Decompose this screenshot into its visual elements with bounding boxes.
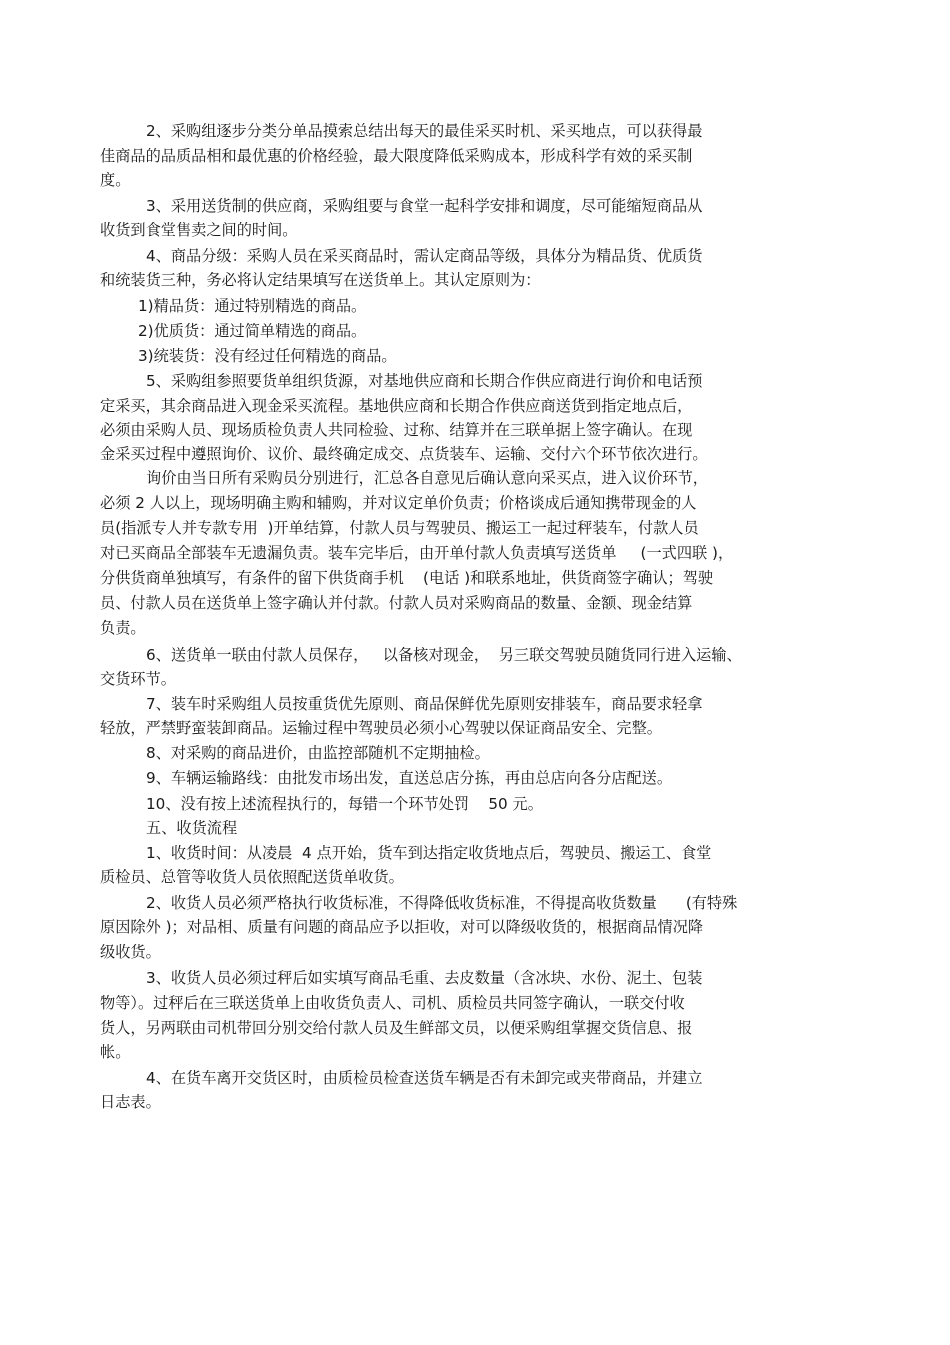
text-line: 8、对采购的商品进价，由监控部随机不定期抽检。 <box>146 744 490 762</box>
text-line: 员(指派专人并专款专用 )开单结算，付款人员与驾驶员、搬运工一起过秤装车，付款人员 <box>100 519 699 537</box>
text-line: 3)统装货：没有经过任何精选的商品。 <box>138 347 397 365</box>
text-line: 轻放，严禁野蛮装卸商品。运输过程中驾驶员必须小心驾驶以保证商品安全、完整。 <box>100 719 662 737</box>
text-line: 佳商品的品质品相和最优惠的价格经验，最大限度降低采购成本，形成科学有效的采买制 <box>100 147 693 165</box>
text-line: 2、收货人员必须严格执行收货标准，不得降低收货标准，不得提高收货数量 (有特殊 <box>146 894 738 912</box>
text-line: 金采买过程中遵照询价、议价、最终确定成交、点货装车、运输、交付六个环节依次进行。 <box>100 445 708 463</box>
text-line: 2、采购组逐步分类分单品摸索总结出每天的最佳采买时机、采买地点，可以获得最 <box>146 122 703 140</box>
text-line: 2)优质货：通过简单精选的商品。 <box>138 322 367 340</box>
text-line: 3、收货人员必须过秤后如实填写商品毛重、去皮数量（含冰块、水份、泥土、包装 <box>146 969 703 987</box>
text-line: 员、付款人员在送货单上签字确认并付款。付款人员对采购商品的数量、金额、现金结算 <box>100 594 693 612</box>
text-line: 9、车辆运输路线：由批发市场出发，直送总店分拣，再由总店向各分店配送。 <box>146 769 673 787</box>
text-line: 和统装货三种，务必将认定结果填写在送货单上。其认定原则为： <box>100 271 541 289</box>
text-line: 负责。 <box>100 619 146 637</box>
text-line: 3、采用送货制的供应商，采购组要与食堂一起科学安排和调度，尽可能缩短商品从 <box>146 197 703 215</box>
text-line: 帐。 <box>100 1043 131 1061</box>
text-line: 交货环节。 <box>100 670 176 688</box>
text-line: 定采买，其余商品进入现金采买流程。基地供应商和长期合作供应商送货到指定地点后， <box>100 397 693 415</box>
text-line: 6、送货单一联由付款人员保存， 以备核对现金， 另三联交驾驶员随货同行进入运输、 <box>146 646 742 664</box>
text-line: 1)精品货：通过特别精选的商品。 <box>138 297 367 315</box>
text-line: 货人，另两联由司机带回分别交给付款人员及生鲜部文员，以便采购组掌握交货信息、报 <box>100 1019 693 1037</box>
text-line: 询价由当日所有采购员分别进行，汇总各自意见后确认意向采买点，进入议价环节， <box>146 469 708 487</box>
text-line: 日志表。 <box>100 1093 161 1111</box>
text-line: 7、装车时采购组人员按重货优先原则、商品保鲜优先原则安排装车，商品要求轻拿 <box>146 695 703 713</box>
text-line: 级收货。 <box>100 943 161 961</box>
text-line: 1、收货时间：从凌晨 4 点开始，货车到达指定收货地点后，驾驶员、搬运工、食堂 <box>146 844 712 862</box>
text-line: 4、商品分级：采购人员在采买商品时，需认定商品等级，具体分为精品货、优质货 <box>146 247 703 265</box>
text-line: 收货到食堂售卖之间的时间。 <box>100 221 298 239</box>
text-line: 质检员、总管等收货人员依照配送货单收货。 <box>100 868 404 886</box>
text-line: 5、采购组参照要货单组织货源，对基地供应商和长期合作供应商进行询价和电话预 <box>146 372 703 390</box>
text-line: 必须 2 人以上，现场明确主购和辅购，并对议定单价负责；价格谈成后通知携带现金的人 <box>100 494 697 512</box>
text-line: 物等）。过秤后在三联送货单上由收货负责人、司机、质检员共同签字确认，一联交付收 <box>100 994 685 1012</box>
text-line: 必须由采购人员、现场质检负责人共同检验、过称、结算并在三联单据上签字确认。在现 <box>100 421 693 439</box>
text-line: 分供货商单独填写，有条件的留下供货商手机 (电话 )和联系地址，供货商签字确认；驾驶 <box>100 569 714 587</box>
text-line: 度。 <box>100 171 131 189</box>
text-line: 10、没有按上述流程执行的，每错一个环节处罚 50 元。 <box>146 795 543 813</box>
text-line: 4、在货车离开交货区时，由质检员检查送货车辆是否有未卸完或夹带商品，并建立 <box>146 1069 703 1087</box>
text-line: 原因除外 )；对品相、质量有问题的商品应予以拒收，对可以降级收货的，根据商品情况降 <box>100 918 704 936</box>
section-heading: 五、收货流程 <box>146 819 238 837</box>
text-line: 对已买商品全部装车无遗漏负责。装车完毕后，由开单付款人负责填写送货单 (一式四联 )， <box>100 544 734 562</box>
